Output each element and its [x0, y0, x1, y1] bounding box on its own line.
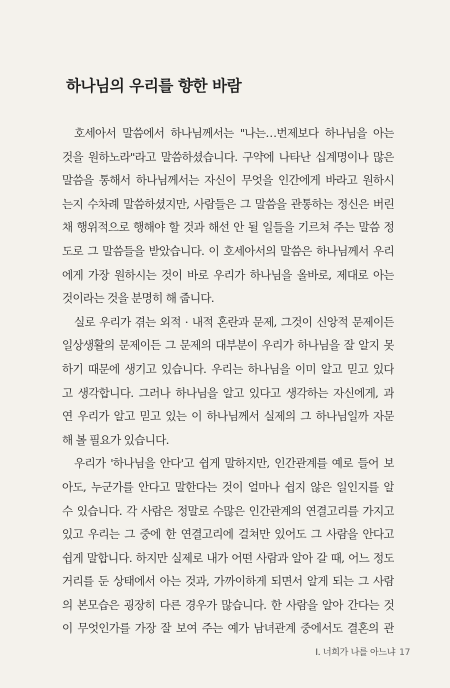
footer-section-title: I. 너희가 나를 아느냐 — [315, 648, 396, 658]
text-line: 우리가 '하나님을 안다'고 쉽게 말하지만, 인간관계를 예로 들어 보 — [74, 456, 394, 471]
text-line: 고 생각합니다. 그러나 하나님을 알고 있다고 생각하는 자신에게, 과 — [62, 385, 394, 400]
text-line: 해 볼 필요가 있습니다. — [62, 432, 169, 447]
paragraph-1 — [62, 122, 394, 311]
running-footer — [315, 645, 410, 658]
text-line: 에게 가장 원하시는 것이 바로 우리가 하나님을 올바로, 제대로 아는 — [62, 267, 394, 282]
text-line: 연 우리가 알고 믿고 있는 이 하나님께서 실제의 그 하나님일까 자문 — [62, 409, 394, 424]
text-line: 것을 원하노라"라고 말씀하셨습니다. 구약에 나타난 십계명이나 많은 — [62, 149, 394, 164]
text-line: 수 있습니다. 각 사람은 정말로 수많은 인간관계의 연결고리를 가지고 — [62, 503, 394, 518]
text-line: 이 무엇인가를 가장 잘 보여 주는 예가 남녀관계 중에서도 결혼의 관 — [62, 621, 394, 636]
text-line: 실로 우리가 겪는 외적 · 내적 혼란과 문제, 그것이 신앙적 문제이든 — [74, 314, 394, 329]
text-line: 쉽게 말합니다. 하지만 실제로 내가 어떤 사람과 알아 갈 때, 어느 정도 — [62, 550, 394, 565]
page-number: 17 — [399, 648, 410, 658]
text-line: 일상생활의 문제이든 그 문제의 대부분이 우리가 하나님을 잘 알지 못 — [62, 338, 394, 353]
body-text — [62, 122, 394, 641]
text-line: 는지 수차례 말씀하셨지만, 사람들은 그 말씀을 관통하는 정신은 버린 — [62, 196, 394, 211]
text-line: 채 행위적으로 행해야 할 것과 해선 안 될 일들을 기르쳐 주는 말씀 정 — [62, 220, 394, 235]
section-heading: 하나님의 우리를 향한 바람 — [66, 77, 242, 95]
text-line: 아도, 누군가를 안다고 말한다는 것이 얼마나 쉽지 않은 일인지를 알 — [62, 479, 394, 494]
text-line: 의 본모습은 굉장히 다른 경우가 많습니다. 한 사람을 알아 간다는 것 — [62, 597, 394, 612]
text-line: 도로 그 말씀들을 받았습니다. 이 호세아서의 말씀은 하나님께서 우리 — [62, 243, 394, 258]
text-line: 말씀을 통해서 하나님께서는 자신이 무엇을 인간에게 바라고 원하시 — [62, 173, 394, 188]
paragraph-2 — [62, 311, 394, 453]
paragraph-3 — [62, 452, 394, 641]
text-line: 거리를 둔 상태에서 아는 것과, 가까이하게 되면서 알게 되는 그 사람 — [62, 574, 394, 589]
text-line: 하기 때문에 생기고 있습니다. 우리는 하나님을 이미 알고 믿고 있다 — [62, 361, 394, 376]
text-line: 호세아서 말씀에서 하나님께서는 "나는…번제보다 하나님을 아는 — [74, 126, 394, 140]
text-line: 있고 우리는 그 중에 한 연결고리에 걸쳐만 있어도 그 사람을 안다고 — [62, 527, 394, 542]
text-line: 것이라는 것을 분명히 해 줍니다. — [62, 291, 214, 306]
